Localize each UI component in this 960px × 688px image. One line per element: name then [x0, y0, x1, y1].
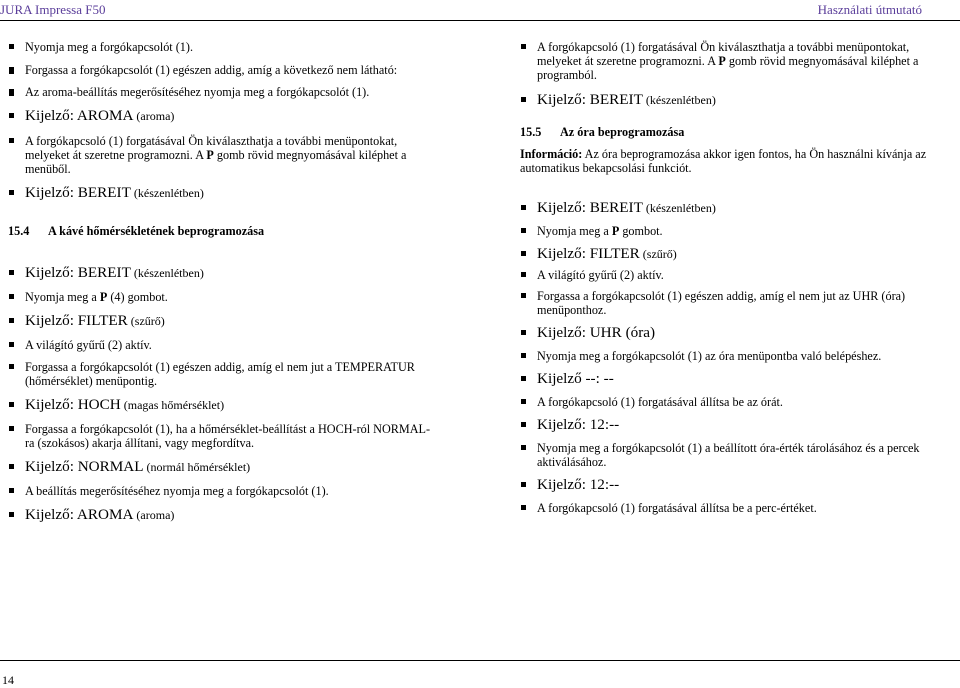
bullet-icon	[9, 364, 14, 369]
section-heading-15-5	[520, 125, 950, 139]
display-text: Kijelző: AROMA	[25, 107, 134, 124]
right-column	[520, 40, 950, 515]
display-translation: (aroma)	[133, 508, 175, 522]
p-key-label: P	[99, 290, 108, 304]
display-message-item	[8, 264, 438, 282]
instruction-item	[8, 134, 438, 176]
info-text: Az óra beprogramozása akkor igen fontos, ha Ön használni kívánja az automatikus bekapcsolási funkciót.	[520, 147, 927, 175]
display-translation: (készenlétben)	[642, 93, 716, 107]
bullet-icon	[9, 402, 14, 407]
bullet-icon	[9, 318, 14, 323]
instruction-text: Nyomja meg a P (4) gombot.	[25, 290, 168, 304]
display-text: Kijelző: HOCH	[25, 396, 121, 413]
display-message-item	[520, 91, 950, 109]
bullet-icon	[9, 464, 14, 469]
display-text: Kijelző: FILTER	[25, 312, 128, 329]
bullet-icon	[521, 228, 526, 233]
display-translation: (készenlétben)	[130, 266, 204, 280]
bullet-icon	[521, 330, 526, 335]
display-text: Kijelző: BEREIT	[537, 91, 643, 108]
display-message-item	[8, 312, 438, 330]
info-label: Információ:	[520, 147, 583, 161]
display-message-item	[520, 370, 950, 388]
display-translation: (készenlétben)	[130, 186, 204, 200]
bullet-icon	[9, 44, 14, 49]
bullet-icon	[521, 293, 526, 298]
section-number: 15.5	[520, 125, 542, 139]
instruction-item	[8, 422, 438, 450]
instruction-text: Forgassa a forgókapcsolót (1) egészen addig, amíg el nem jut az UHR (óra) menüponthoz.	[537, 289, 906, 317]
p-key-label: P	[611, 224, 620, 238]
display-message-item	[520, 476, 950, 494]
bullet-icon	[521, 376, 526, 381]
bullet-icon	[9, 190, 14, 195]
section-number: 15.4	[8, 224, 30, 238]
section-heading-15-4	[8, 224, 438, 238]
display-text: Kijelző: BEREIT	[25, 264, 131, 281]
display-message-item	[8, 396, 438, 414]
display-translation: (készenlétben)	[642, 201, 716, 215]
info-paragraph	[520, 147, 950, 175]
instruction-text: Forgassa a forgókapcsolót (1), ha a hőmérséklet-beállítást a HOCH-ról NORMAL-ra (szokásos) akarja állítani, vagy megfordítva.	[25, 422, 431, 450]
display-text: Kijelző: BEREIT	[537, 199, 643, 216]
display-message-item	[8, 107, 438, 125]
instruction-item	[520, 40, 950, 82]
display-text: Kijelző: 12:--	[537, 416, 620, 433]
instruction-text: Nyomja meg a forgókapcsolót (1) az óra menüpontba való belépéshez.	[537, 349, 882, 363]
p-key-label: P	[718, 54, 726, 68]
instruction-item	[520, 268, 950, 282]
bullet-icon	[521, 422, 526, 427]
instruction-item	[520, 224, 950, 238]
left-intro-list	[8, 40, 438, 202]
bullet-icon	[521, 44, 526, 49]
right-intro-list	[520, 40, 950, 109]
instruction-item	[520, 395, 950, 409]
display-message-item	[520, 416, 950, 434]
bullet-icon	[521, 505, 526, 510]
bullet-icon	[521, 445, 526, 450]
instruction-text: Az aroma-beállítás megerősítéséhez nyomja meg a forgókapcsolót (1).	[25, 85, 370, 99]
bullet-icon	[9, 342, 14, 347]
instruction-text: Nyomja meg a forgókapcsolót (1).	[25, 40, 193, 54]
display-message-item	[520, 324, 950, 342]
instruction-text: Forgassa a forgókapcsolót (1) egészen addig, amíg el nem jut a TEMPERATUR (hőmérséklet) menüpontig.	[25, 360, 415, 388]
bullet-icon	[9, 512, 14, 517]
right-steps-list	[520, 199, 950, 515]
bullet-icon	[521, 251, 526, 256]
bullet-icon	[9, 113, 14, 118]
bullet-icon	[521, 205, 526, 210]
instruction-text: Nyomja meg a P gombot.	[537, 224, 663, 238]
bullet-icon	[9, 138, 14, 143]
display-text: Kijelző: FILTER	[537, 245, 640, 262]
display-message-item	[8, 184, 438, 202]
instruction-text: Nyomja meg a forgókapcsolót (1) a beállított óra-érték tárolásához és a percek aktiválásához.	[537, 441, 920, 469]
display-translation: (szűrő)	[127, 314, 165, 328]
footer-divider	[0, 660, 960, 661]
section-title: A kávé hőmérsékletének beprogramozása	[48, 224, 265, 238]
display-text: Kijelző: 12:--	[537, 476, 620, 493]
section-title: Az óra beprogramozása	[560, 125, 685, 139]
p-key-label: P	[206, 148, 214, 162]
instruction-item	[8, 290, 438, 304]
instruction-text: A világító gyűrű (2) aktív.	[25, 338, 152, 352]
instruction-text: A világító gyűrű (2) aktív.	[537, 268, 664, 282]
page-header	[0, 0, 960, 21]
instruction-item	[520, 501, 950, 515]
instruction-text: Forgassa a forgókapcsolót (1) egészen addig, amíg a következő nem látható:	[25, 63, 398, 77]
bullet-icon	[521, 97, 526, 102]
instruction-item	[520, 349, 950, 363]
display-translation: (aroma)	[133, 109, 175, 123]
display-translation: (normál hőmérséklet)	[143, 460, 251, 474]
display-translation: (magas hőmérséklet)	[120, 398, 225, 412]
display-translation: (szűrő)	[639, 247, 677, 261]
page-number: 14	[2, 673, 14, 687]
instruction-text: A forgókapcsoló (1) forgatásával Ön kiválaszthatja a további menüpontokat, melyeket át szeretne programozni. A P gomb rövid megnyomásával kiléphet a programból.	[537, 40, 919, 82]
display-text: Kijelző: UHR (óra)	[537, 324, 656, 341]
instruction-item	[8, 40, 438, 54]
display-message-item	[8, 458, 438, 476]
display-text: Kijelző --: --	[537, 370, 614, 387]
bullet-icon	[9, 426, 14, 431]
instruction-item	[8, 85, 438, 99]
bullet-icon	[521, 272, 526, 277]
instruction-item	[8, 484, 438, 498]
instruction-text: A forgókapcsoló (1) forgatásával állítsa be a perc-értéket.	[537, 501, 817, 515]
bullet-icon	[9, 488, 14, 493]
instruction-text: A beállítás megerősítéséhez nyomja meg a forgókapcsolót (1).	[25, 484, 329, 498]
bullet-icon	[521, 482, 526, 487]
instruction-text: A forgókapcsoló (1) forgatásával állítsa be az órát.	[537, 395, 783, 409]
display-text: Kijelző: AROMA	[25, 506, 134, 523]
display-message-item	[8, 506, 438, 524]
left-column	[8, 40, 438, 524]
bullet-icon	[9, 67, 14, 72]
instruction-item	[520, 289, 950, 317]
display-message-item	[520, 245, 950, 263]
instruction-item	[8, 360, 438, 388]
display-text: Kijelző: BEREIT	[25, 184, 131, 201]
instruction-item	[8, 338, 438, 352]
header-title: JURA Impressa F50	[0, 2, 106, 17]
instruction-item	[8, 63, 438, 77]
bullet-icon	[521, 353, 526, 358]
bullet-icon	[9, 294, 14, 299]
display-message-item	[520, 199, 950, 217]
header-manual-label: Használati útmutató	[817, 2, 922, 17]
display-text: Kijelző: NORMAL	[25, 458, 144, 475]
bullet-icon	[9, 270, 14, 275]
bullet-icon	[521, 399, 526, 404]
instruction-text: A forgókapcsoló (1) forgatásával Ön kiválaszthatja a további menüpontokat, melyeket át szeretne programozni. A P gomb rövid megnyomásával kiléphet a menüből.	[25, 134, 407, 176]
bullet-icon	[9, 89, 14, 94]
left-steps-list	[8, 264, 438, 524]
instruction-item	[520, 441, 950, 469]
